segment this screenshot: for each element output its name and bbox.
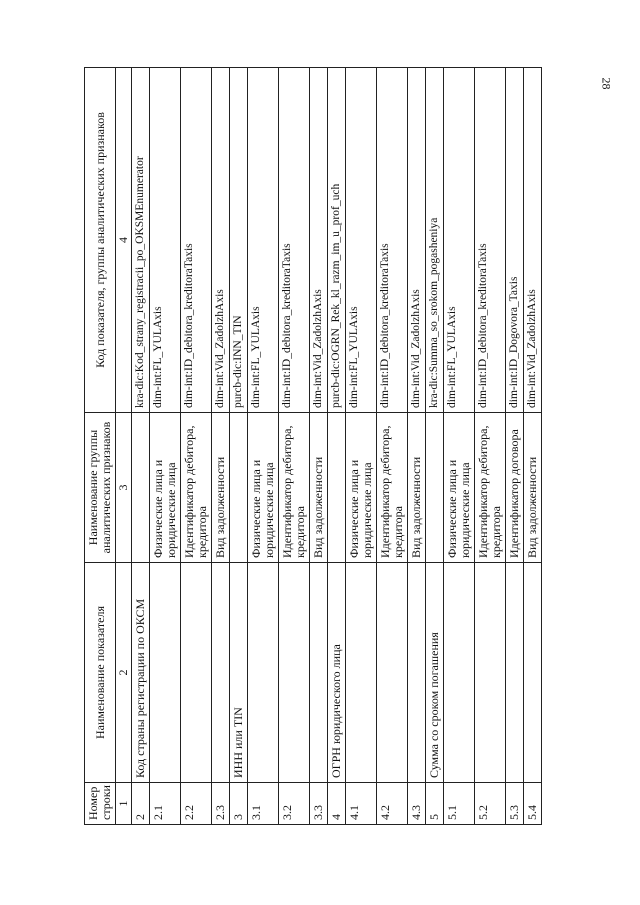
row-number-cell: 4.1 (346, 783, 377, 825)
table-row (328, 68, 346, 825)
row-number-cell: 3.1 (248, 783, 279, 825)
row-number-cell: 3.3 (310, 783, 328, 825)
row-number-cell: 5.4 (524, 783, 542, 825)
row-number-cell: 5.1 (444, 783, 475, 825)
indicator-name-cell (444, 563, 475, 783)
header-row-number: Номер строки (85, 783, 116, 825)
column-number-row (116, 68, 132, 825)
group-name-cell: Физические лица и юридические лица (150, 413, 181, 563)
code-cell: kra-dic:Kod_strany_registracii_po_OKSMEnumerator (132, 68, 150, 413)
code-cell: purcb-dic:INN_TIN (230, 68, 248, 413)
indicator-name-cell: Код страны регистрации по ОКСМ (132, 563, 150, 783)
indicator-name-cell (248, 563, 279, 783)
code-cell: dim-int:FL_YULAxis (444, 68, 475, 413)
group-name-cell: Физические лица и юридические лица (444, 413, 475, 563)
group-name-cell: Идентификатор дебитора, кредитора (181, 413, 212, 563)
group-name-cell: Физические лица и юридические лица (346, 413, 377, 563)
table-row (181, 68, 212, 825)
group-name-cell: Идентификатор договора (506, 413, 524, 563)
indicator-name-cell: ОГРН юридического лица (328, 563, 346, 783)
row-number-cell: 5.2 (475, 783, 506, 825)
code-cell: kra-dic:Summa_so_srokom_pogasheniya (426, 68, 444, 413)
table-row (408, 68, 426, 825)
table-row (310, 68, 328, 825)
indicator-name-cell (150, 563, 181, 783)
row-number-cell: 5.3 (506, 783, 524, 825)
column-number: 2 (116, 563, 132, 783)
row-number-cell: 3.2 (279, 783, 310, 825)
row-number-cell: 2 (132, 783, 150, 825)
table-row (132, 68, 150, 825)
row-number-cell: 4.2 (377, 783, 408, 825)
row-number-cell: 2.2 (181, 783, 212, 825)
group-name-cell: Вид задолженности (212, 413, 230, 563)
table-row (230, 68, 248, 825)
group-name-cell (230, 413, 248, 563)
code-cell: dim-int:FL_YULAxis (150, 68, 181, 413)
code-cell: dim-int:Vid_ZadolzhAxis (212, 68, 230, 413)
table-row (426, 68, 444, 825)
indicator-name-cell (506, 563, 524, 783)
row-number-cell: 2.1 (150, 783, 181, 825)
row-number-cell: 5 (426, 783, 444, 825)
table-row (524, 68, 542, 825)
table-row (150, 68, 181, 825)
page-number: 28 (599, 77, 614, 90)
code-cell: purcb-dic:OGRN_Rek_kl_razm_im_u_prof_uch (328, 68, 346, 413)
indicator-name-cell (524, 563, 542, 783)
group-name-cell: Вид задолженности (524, 413, 542, 563)
table-row (506, 68, 524, 825)
code-cell: dim-int:FL_YULAxis (248, 68, 279, 413)
indicator-name-cell (310, 563, 328, 783)
group-name-cell: Физические лица и юридические лица (248, 413, 279, 563)
group-name-cell: Вид задолженности (408, 413, 426, 563)
indicator-name-cell (408, 563, 426, 783)
code-cell: dim-int:Vid_ZadolzhAxis (408, 68, 426, 413)
group-name-cell (132, 413, 150, 563)
indicator-name-cell (475, 563, 506, 783)
indicator-name-cell: Сумма со сроком погашения (426, 563, 444, 783)
column-number: 4 (116, 68, 132, 413)
table-row (377, 68, 408, 825)
table-body (132, 68, 542, 825)
header-row (85, 68, 116, 825)
indicator-name-cell (346, 563, 377, 783)
code-cell: dim-int:ID_debitora_kreditoraTaxis (475, 68, 506, 413)
code-cell: dim-int:Vid_ZadolzhAxis (524, 68, 542, 413)
row-number-cell: 3 (230, 783, 248, 825)
table-row (475, 68, 506, 825)
group-name-cell: Вид задолженности (310, 413, 328, 563)
code-cell: dim-int:ID_debitora_kreditoraTaxis (377, 68, 408, 413)
group-name-cell: Идентификатор дебитора, кредитора (475, 413, 506, 563)
header-indicator-name: Наименование показателя (85, 563, 116, 783)
indicator-name-cell: ИНН или TIN (230, 563, 248, 783)
table-row (444, 68, 475, 825)
code-cell: dim-int:ID_debitora_kreditoraTaxis (181, 68, 212, 413)
table-row (212, 68, 230, 825)
row-number-cell: 2.3 (212, 783, 230, 825)
code-cell: dim-int:FL_YULAxis (346, 68, 377, 413)
table-row (279, 68, 310, 825)
code-cell: dim-int:Vid_ZadolzhAxis (310, 68, 328, 413)
table-row (346, 68, 377, 825)
row-number-cell: 4.3 (408, 783, 426, 825)
column-number: 1 (116, 783, 132, 825)
group-name-cell: Идентификатор дебитора, кредитора (377, 413, 408, 563)
indicator-name-cell (181, 563, 212, 783)
header-code: Код показателя, группы аналитических признаков (85, 68, 116, 413)
header-group-name: Наименование группы аналитических признаков (85, 413, 116, 563)
column-number: 3 (116, 413, 132, 563)
row-number-cell: 4 (328, 783, 346, 825)
indicator-name-cell (212, 563, 230, 783)
group-name-cell (328, 413, 346, 563)
code-cell: dim-int:ID_Dogovora_Taxis (506, 68, 524, 413)
group-name-cell (426, 413, 444, 563)
indicator-name-cell (279, 563, 310, 783)
table-row (248, 68, 279, 825)
code-cell: dim-int:ID_debitora_kreditoraTaxis (279, 68, 310, 413)
indicator-name-cell (377, 563, 408, 783)
group-name-cell: Идентификатор дебитора, кредитора (279, 413, 310, 563)
rotated-table-wrapper (84, 68, 541, 825)
indicator-table (84, 67, 542, 825)
